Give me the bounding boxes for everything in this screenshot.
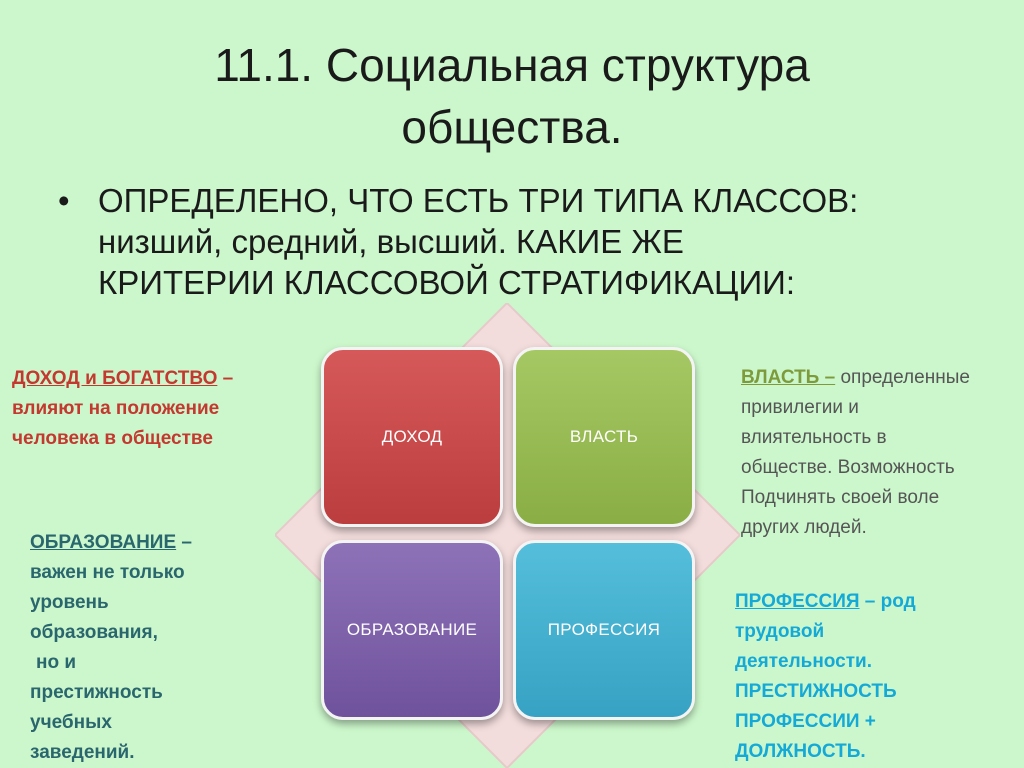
tile-profession-label: ПРОФЕССИЯ — [547, 620, 661, 639]
note-power-line-3: влиятельность в — [741, 427, 887, 448]
title-line-1: 11.1. Социальная структура — [214, 39, 810, 91]
note-profession-line-6: ДОЛЖНОСТЬ. — [735, 741, 866, 762]
note-profession-line-4: ПРЕСТИЖНОСТЬ — [735, 681, 897, 702]
note-income-line-3: человека в обществе — [12, 428, 213, 449]
note-education-line-3: уровень — [30, 592, 109, 613]
note-income-line-2: влияют на положение — [12, 398, 220, 419]
note-education-line-8: заведений. — [30, 742, 135, 763]
note-profession-line-5: ПРОФЕССИИ + — [735, 711, 876, 732]
note-income-dash: – — [217, 368, 234, 389]
tile-profession — [513, 540, 695, 720]
note-education-term: ОБРАЗОВАНИЕ — [30, 532, 177, 553]
note-power — [741, 363, 1021, 543]
bullet-dot-icon: • — [58, 182, 70, 219]
note-profession-line-2: трудовой — [735, 621, 825, 642]
bullet-line-2: низший, средний, высший. КАКИЕ ЖЕ — [98, 223, 684, 260]
bullet-line-1: ОПРЕДЕЛЕНО, ЧТО ЕСТЬ ТРИ ТИПА КЛАССОВ: — [98, 182, 859, 219]
note-profession-line-1: – род — [859, 591, 916, 612]
note-education-dash: – — [176, 532, 192, 553]
slide-title — [0, 34, 1024, 158]
note-power-term: ВЛАСТЬ – — [741, 367, 836, 388]
note-education-line-6: престижность — [30, 682, 163, 703]
note-education — [30, 528, 260, 768]
note-power-line-1: определенные — [835, 367, 970, 388]
bullet-line-3: КРИТЕРИИ КЛАССОВОЙ СТРАТИФИКАЦИИ: — [98, 264, 796, 301]
title-line-2: общества. — [401, 101, 623, 153]
tile-education-label: ОБРАЗОВАНИЕ — [346, 620, 478, 639]
note-power-line-4: обществе. Возможность — [741, 457, 955, 478]
note-power-line-6: других людей. — [741, 517, 867, 538]
note-education-line-4: образования, — [30, 622, 158, 643]
note-education-line-2: важен не только — [30, 562, 185, 583]
tile-power-label: ВЛАСТЬ — [569, 427, 639, 446]
note-income-term: ДОХОД и БОГАТСТВО — [12, 368, 218, 389]
note-income — [12, 364, 282, 454]
tile-income-label: ДОХОД — [381, 427, 443, 446]
bullet-text — [98, 180, 998, 303]
note-profession-line-3: деятельности. — [735, 651, 872, 672]
tile-power — [513, 347, 695, 527]
tile-education — [321, 540, 503, 720]
note-education-line-5: но и — [36, 652, 77, 673]
note-power-line-2: привилегии и — [741, 397, 859, 418]
note-profession-term: ПРОФЕССИЯ — [735, 591, 860, 612]
note-education-line-7: учебных — [30, 712, 112, 733]
note-power-line-5: Подчинять своей воле — [741, 487, 940, 508]
note-profession — [735, 587, 1015, 767]
tile-income — [321, 347, 503, 527]
